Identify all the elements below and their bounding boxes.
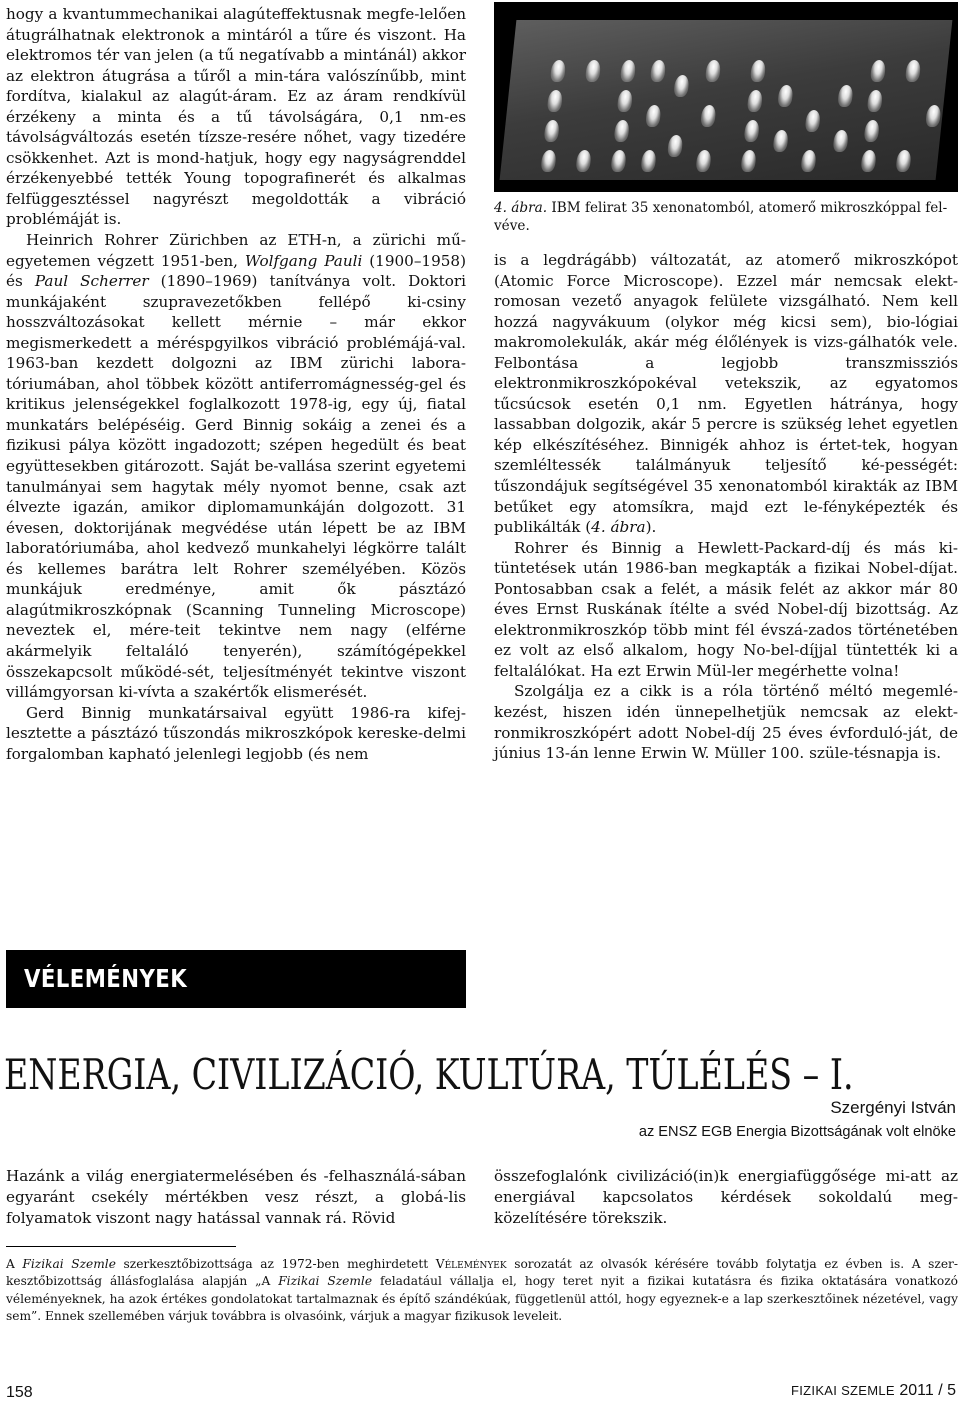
xenon-atom-spot bbox=[800, 150, 816, 172]
xenon-atom-spot bbox=[740, 150, 756, 172]
paragraph bbox=[6, 230, 466, 703]
text-run: (1890–1969) tanítványa volt. Doktori munkájaként szupravezetőkben fellépő ki-csiny hosszváltozásokat kellett mérnie – már ekkor megismerkedett a méréspgyilkos vibráció problémájá-val. 1963-ban kezdett dolgozni az IBM zürichi labora-tóriumában, ahol többek között antiferromágnesség-gel és kritikus jelenségekkel foglalkozott 1978-ig, egy új, fiatal munkatárs belépéséig. Gerd Binnig sokáig a zenei és a fizikusi pálya között ingadozott; szépen hegedült és beat együttesekben gitározott. Saját be-vallása szerint egyetemi tanulmányai sem hagytak mély nyomot benne, csak azt élvezte igazán, amikor diplomamunkáján dolgozott. 31 évesen, doktorijának megvédése után lépett be az IBM laboratóriumába, ahol kedvező munkahelyi légkörre talált és kellemes barátra lelt Rohrer személyében. Közös munkájuk eredménye, amit ők pásztázó alagútmikroszkópnak (Scanning Tunneling Microscope) neveztek el, mére-teit tekintve nem nagy (elférne akármelyik feltaláló tenyerén), számítógépekkel összekapcsolt működé-sét, teljesítményét tekintve viszont villámgyorsan ki-vívta a szakértők elismerését. bbox=[6, 272, 466, 702]
intro-text-right: összefoglalónk civilizáció(in)k energiafüggősége mi-att az energiával kapcsolatos kérdések sokoldalú meg-közelítésére törekszik. bbox=[494, 1167, 958, 1227]
text-run: sorozatát az olvasók kérésére tovább folytatja ez évben is. A szer-kesztőbizottság állásfoglalása alapján „A bbox=[6, 1257, 958, 1289]
text-run: A bbox=[6, 1257, 23, 1271]
xenon-atom-spot bbox=[673, 75, 689, 97]
intro-text-left: Hazánk a világ energiatermelésében és -felhasználá-sában egyaránt csekély mértékben vesz részt, a globá-lis folyamatok viszont nagy hatással vannak rá. Rövid bbox=[6, 1167, 466, 1227]
caption-text: IBM felirat 35 xenonatomból, atomerő mikroszkóppal fel-véve. bbox=[494, 200, 948, 234]
figure-number: 4. ábra. bbox=[494, 200, 548, 216]
xenon-atom-spot bbox=[544, 120, 560, 142]
xenon-atom-spot bbox=[617, 90, 633, 112]
xenon-atom-spot bbox=[805, 110, 821, 132]
text-run: feladatául vállalja el, hogy teret nyit a fizikai kutatásra és fizika oktatására vonatkozó véleményeknek, ha azok értékes gondolatokat tartalmaznak és építő szándékúak, függetlenül attól, hogy egyeznek-e a lap szerkesztőinek nézetével, vagy sem”. Ennek szellemében várjuk továbbra is olvasóink, várjuk a magyar fizikusok leveleit. bbox=[6, 1274, 958, 1323]
left-text-column bbox=[6, 4, 466, 764]
xenon-atom-spot bbox=[860, 150, 876, 172]
right-text-column bbox=[494, 250, 958, 764]
author-affiliation: az ENSZ EGB Energia Bizottságának volt elnöke bbox=[638, 1124, 956, 1140]
xenon-atom-spot bbox=[547, 90, 563, 112]
person-name: Paul Scherrer bbox=[34, 272, 149, 291]
text-run: szerkesztőbizottsága az 1972-ben meghirdetett bbox=[115, 1257, 436, 1271]
person-name: Wolfgang Pauli bbox=[244, 251, 363, 270]
xenon-atom-spot bbox=[700, 105, 716, 127]
xenon-atom-spot bbox=[750, 60, 766, 82]
xenon-atom-spot bbox=[867, 90, 883, 112]
xenon-atom-spot bbox=[640, 150, 656, 172]
journal-name: Fizikai Szemle bbox=[22, 1257, 116, 1271]
paragraph: hogy a kvantummechanikai alagúteffektusnak megfe-lelően átugrálhatnak elektronok a mintáról a tűre és viszont. Ha elektromos tér van jelen (a tű negatívabb a mintánál) akkor az elektron átugrása a tűről a min-tára valószínűbb, mint fordítva, kialakul az alagút-áram. Ez az áram rendkívül érzékeny a minta és a tű távolságára, 0,1 nm-es távolságváltozás esetén tízsze-resére nőhet, vagy tizedére csökkenhet. Azt is mond-hatjuk, hogy egy nagyságrenddel érzékenyebbé tették Young topografinerét és alkalmas felfüggesztéssel nagyrészt megoldották a vibráció problémáját is. bbox=[6, 5, 466, 229]
xenon-atom-spot bbox=[667, 135, 683, 157]
text-run: Heinrich Rohrer Zürichben az ETH-n, a zürichi mű-egyetemen végzett 1951-ben, bbox=[6, 231, 466, 270]
paragraph: Rohrer és Binnig a Hewlett-Packard-díj és más ki-tüntetések után 1986-ban megkapták a fizikai Nobel-díjat. Pontosabban csak a felét, a másik felét az akkor már 80 éves Ernst Ruskának ítélte a svéd Nobel-díj bizottság. Az elektronmikroszkóp több mint fél évszá-zados történetében ez volt az első alkalom, hogy No-bel-díjjal tüntették ki a feltalálókat. Ha ezt Erwin Mül-ler megérhette volna! bbox=[494, 538, 958, 680]
xenon-atom-spot bbox=[773, 130, 789, 152]
paragraph bbox=[494, 250, 958, 538]
xenon-atom-spot bbox=[585, 60, 601, 82]
xenon-atom-spot bbox=[650, 60, 666, 82]
section-name: Vélemények bbox=[435, 1257, 507, 1271]
atom-surface-image bbox=[500, 20, 953, 180]
section-header-bar bbox=[6, 950, 466, 1008]
xenon-atom-spot bbox=[864, 120, 880, 142]
figure-reference: 4. ábra bbox=[591, 518, 646, 537]
xenon-atom-spot bbox=[575, 150, 591, 172]
xenon-atom-spot bbox=[744, 120, 760, 142]
text-run: ). bbox=[645, 518, 657, 537]
footnote bbox=[6, 1256, 958, 1325]
xenon-atom-spot bbox=[705, 60, 721, 82]
figure-caption bbox=[494, 200, 958, 235]
xenon-atom-spot bbox=[925, 105, 941, 127]
xenon-atom-spot bbox=[614, 120, 630, 142]
author-name: Szergényi István bbox=[830, 1098, 956, 1117]
xenon-atom-spot bbox=[870, 60, 886, 82]
page-number: 158 bbox=[6, 1384, 33, 1401]
xenon-atom-spot bbox=[905, 60, 921, 82]
paragraph: Szolgálja ez a cikk is a róla történő méltó megemlé-kezést, hiszen idén ünnepelhetjük nemcsak az elekt-ronmikroszkópért adott Nobel-díj 25 éves évforduló-ját, de június 13-án lenne Erwin W. Müller 100. szüle-tésnapja is. bbox=[494, 682, 958, 763]
article-title: ENERGIA, CIVILIZÁCIÓ, KULTÚRA, TÚLÉLÉS – I. bbox=[4, 1050, 854, 1099]
xenon-atom-spot bbox=[610, 150, 626, 172]
xenon-atom-spot bbox=[777, 85, 793, 107]
xenon-atom-spot bbox=[620, 60, 636, 82]
section-label: VÉLEMÉNYEK bbox=[24, 964, 188, 993]
xenon-atom-spot bbox=[895, 150, 911, 172]
xenon-atom-spot bbox=[837, 85, 853, 107]
figure-ibm-xenon-atoms bbox=[494, 2, 958, 192]
footnote-divider bbox=[6, 1246, 236, 1247]
issue-number: 2011 / 5 bbox=[894, 1382, 956, 1399]
text-run: (1900–1958) és bbox=[6, 251, 466, 291]
xenon-atom-spot bbox=[550, 60, 566, 82]
text-run: is a legdrágább) változatát, az atomerő mikroszkópot (Atomic Force Microscope). Ezzel már nemcsak elekt-romosan vezető anyagok felülete vizsgálható. Nem kell hozzá nagyvákuum (olykor még kicsi sem), bio-lógiai makromolekulák, akár még élőlények is vizs-gálhatók vele. Felbontása a legjobb transzmissziós elektronmikroszkópokéval vetekszik, az egyatomos tűcsúcsok esetén 0,1 nm. Egyetlen hátránya, hogy lassabban dolgozik, akár 5 percre is szükség lehet egyetlen kép elkészítéséhez. Binnigék ahhoz is értet-tek, hogyan szemléltessék találmányuk teljesítő ké-pességét: tűszondájuk segítségével 35 xenonatomból kirakták az IBM betűket egy atomsíkra, majd ezt le-fényképezték és publikálták ( bbox=[494, 251, 958, 537]
xenon-atom-spot bbox=[833, 130, 849, 152]
paragraph: Gerd Binnig munkatársaival együtt 1986-ra kifej-lesztette a pásztázó tűszondás mikroszkópok kereske-delmi forgalomban kapható jelenlegi legjobb (és nem bbox=[6, 703, 466, 763]
xenon-atom-spot bbox=[540, 150, 556, 172]
xenon-atom-spot bbox=[695, 150, 711, 172]
xenon-atom-spot bbox=[645, 105, 661, 127]
journal-name: Fizikai Szemle bbox=[278, 1274, 373, 1289]
journal-name: FIZIKAI SZEMLE bbox=[791, 1383, 895, 1398]
xenon-atom-spot bbox=[747, 90, 763, 112]
journal-footer bbox=[791, 1382, 956, 1400]
